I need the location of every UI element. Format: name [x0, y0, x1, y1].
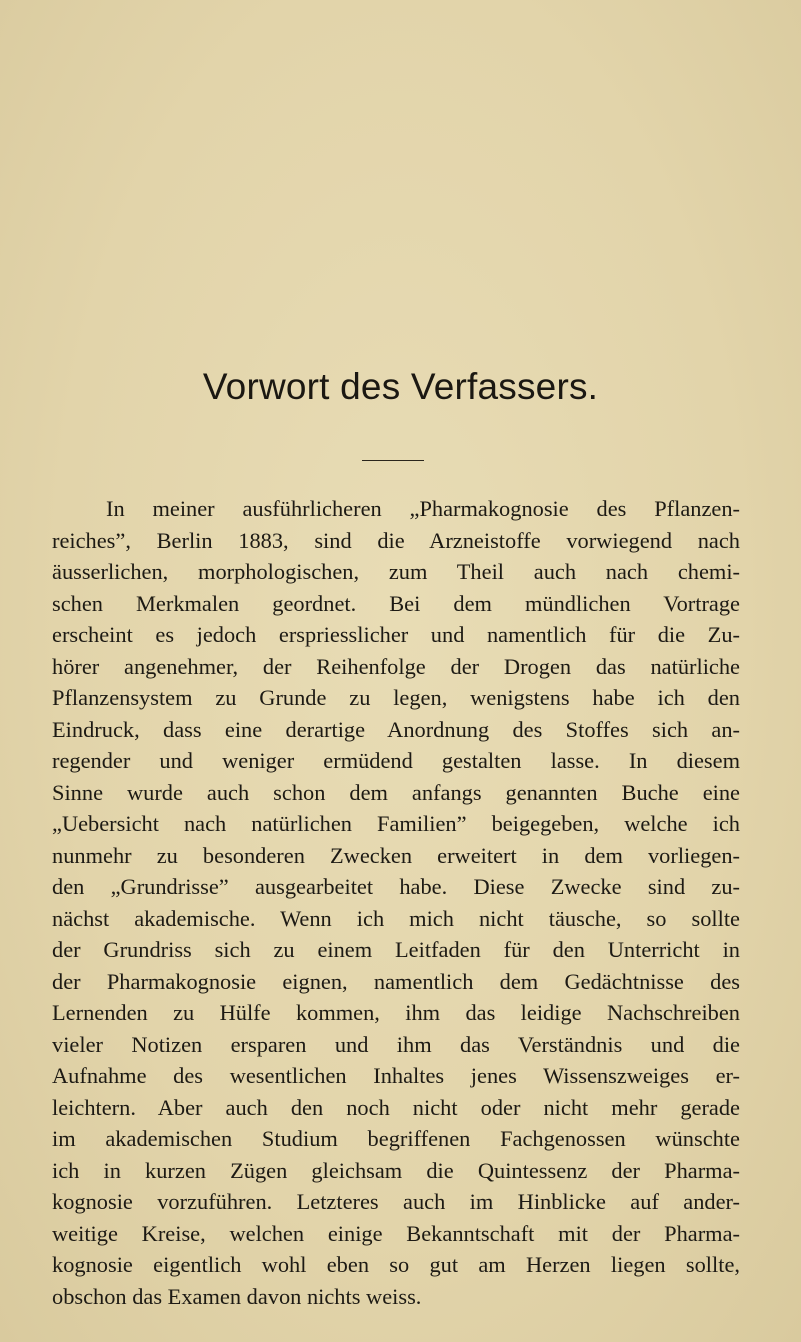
- text-line: weitige Kreise, welchen einige Bekanntschaft mit der Pharma-: [52, 1220, 740, 1246]
- text-line: In meiner ausführlicheren „Pharmakognosie des Pflanzen-: [106, 496, 740, 521]
- text-line: der Grundriss sich zu einem Leitfaden für den Unterricht in: [52, 937, 740, 962]
- text-line: ich in kurzen Zügen gleichsam die Quintessenz der Pharma-: [52, 1157, 740, 1183]
- text-line: Lernenden zu Hülfe kommen, ihm das leidige Nachschreiben: [52, 1000, 740, 1025]
- title-divider-rule: [362, 460, 424, 461]
- page-title: Vorwort des Verfassers.: [202, 366, 599, 407]
- text-line: reiches”, Berlin 1883, sind die Arzneistoffe vorwiegend nach: [52, 527, 740, 553]
- text-line: Aufnahme des wesentlichen Inhaltes jenes Wissenszweiges er-: [52, 1063, 740, 1088]
- text-line: äusserlichen, morphologischen, zum Theil auch nach chemi-: [52, 559, 740, 584]
- text-line: kognosie eigentlich wohl eben so gut am Herzen liegen sollte,: [52, 1252, 740, 1277]
- text-line: Eindruck, dass eine derartige Anordnung des Stoffes sich an-: [52, 716, 740, 742]
- text-line: Sinne wurde auch schon dem anfangs genannten Buche eine: [52, 779, 740, 805]
- text-line: hörer angenehmer, der Reihenfolge der Drogen das natürliche: [52, 653, 740, 679]
- text-line: nunmehr zu besonderen Zwecken erweitert in dem vorliegen-: [52, 842, 740, 868]
- text-line: den „Grundrisse” ausgearbeitet habe. Diese Zwecke sind zu-: [52, 874, 740, 899]
- text-line: erscheint es jedoch erspriesslicher und namentlich für die Zu-: [52, 622, 740, 647]
- text-line: nächst akademische. Wenn ich mich nicht täusche, so sollte: [52, 905, 740, 931]
- preface-paragraph: [52, 493, 740, 1312]
- text-line: schen Merkmalen geordnet. Bei dem mündlichen Vortrage: [52, 590, 740, 616]
- text-line: vieler Notizen ersparen und ihm das Verständnis und die: [52, 1031, 740, 1057]
- text-line: regender und weniger ermüdend gestalten lasse. In diesem: [52, 748, 740, 773]
- text-line: „Uebersicht nach natürlichen Familien” beigegeben, welche ich: [52, 811, 740, 836]
- text-line: leichtern. Aber auch den noch nicht oder nicht mehr gerade: [52, 1094, 740, 1120]
- text-line: kognosie vorzuführen. Letzteres auch im Hinblicke auf ander-: [52, 1189, 740, 1214]
- text-line: Pflanzensystem zu Grunde zu legen, wenigstens habe ich den: [52, 685, 740, 710]
- text-line: obschon das Examen davon nichts weiss.: [52, 1283, 422, 1309]
- text-line: im akademischen Studium begriffenen Fachgenossen wünschte: [52, 1126, 740, 1151]
- text-line: der Pharmakognosie eignen, namentlich dem Gedächtnisse des: [52, 968, 740, 994]
